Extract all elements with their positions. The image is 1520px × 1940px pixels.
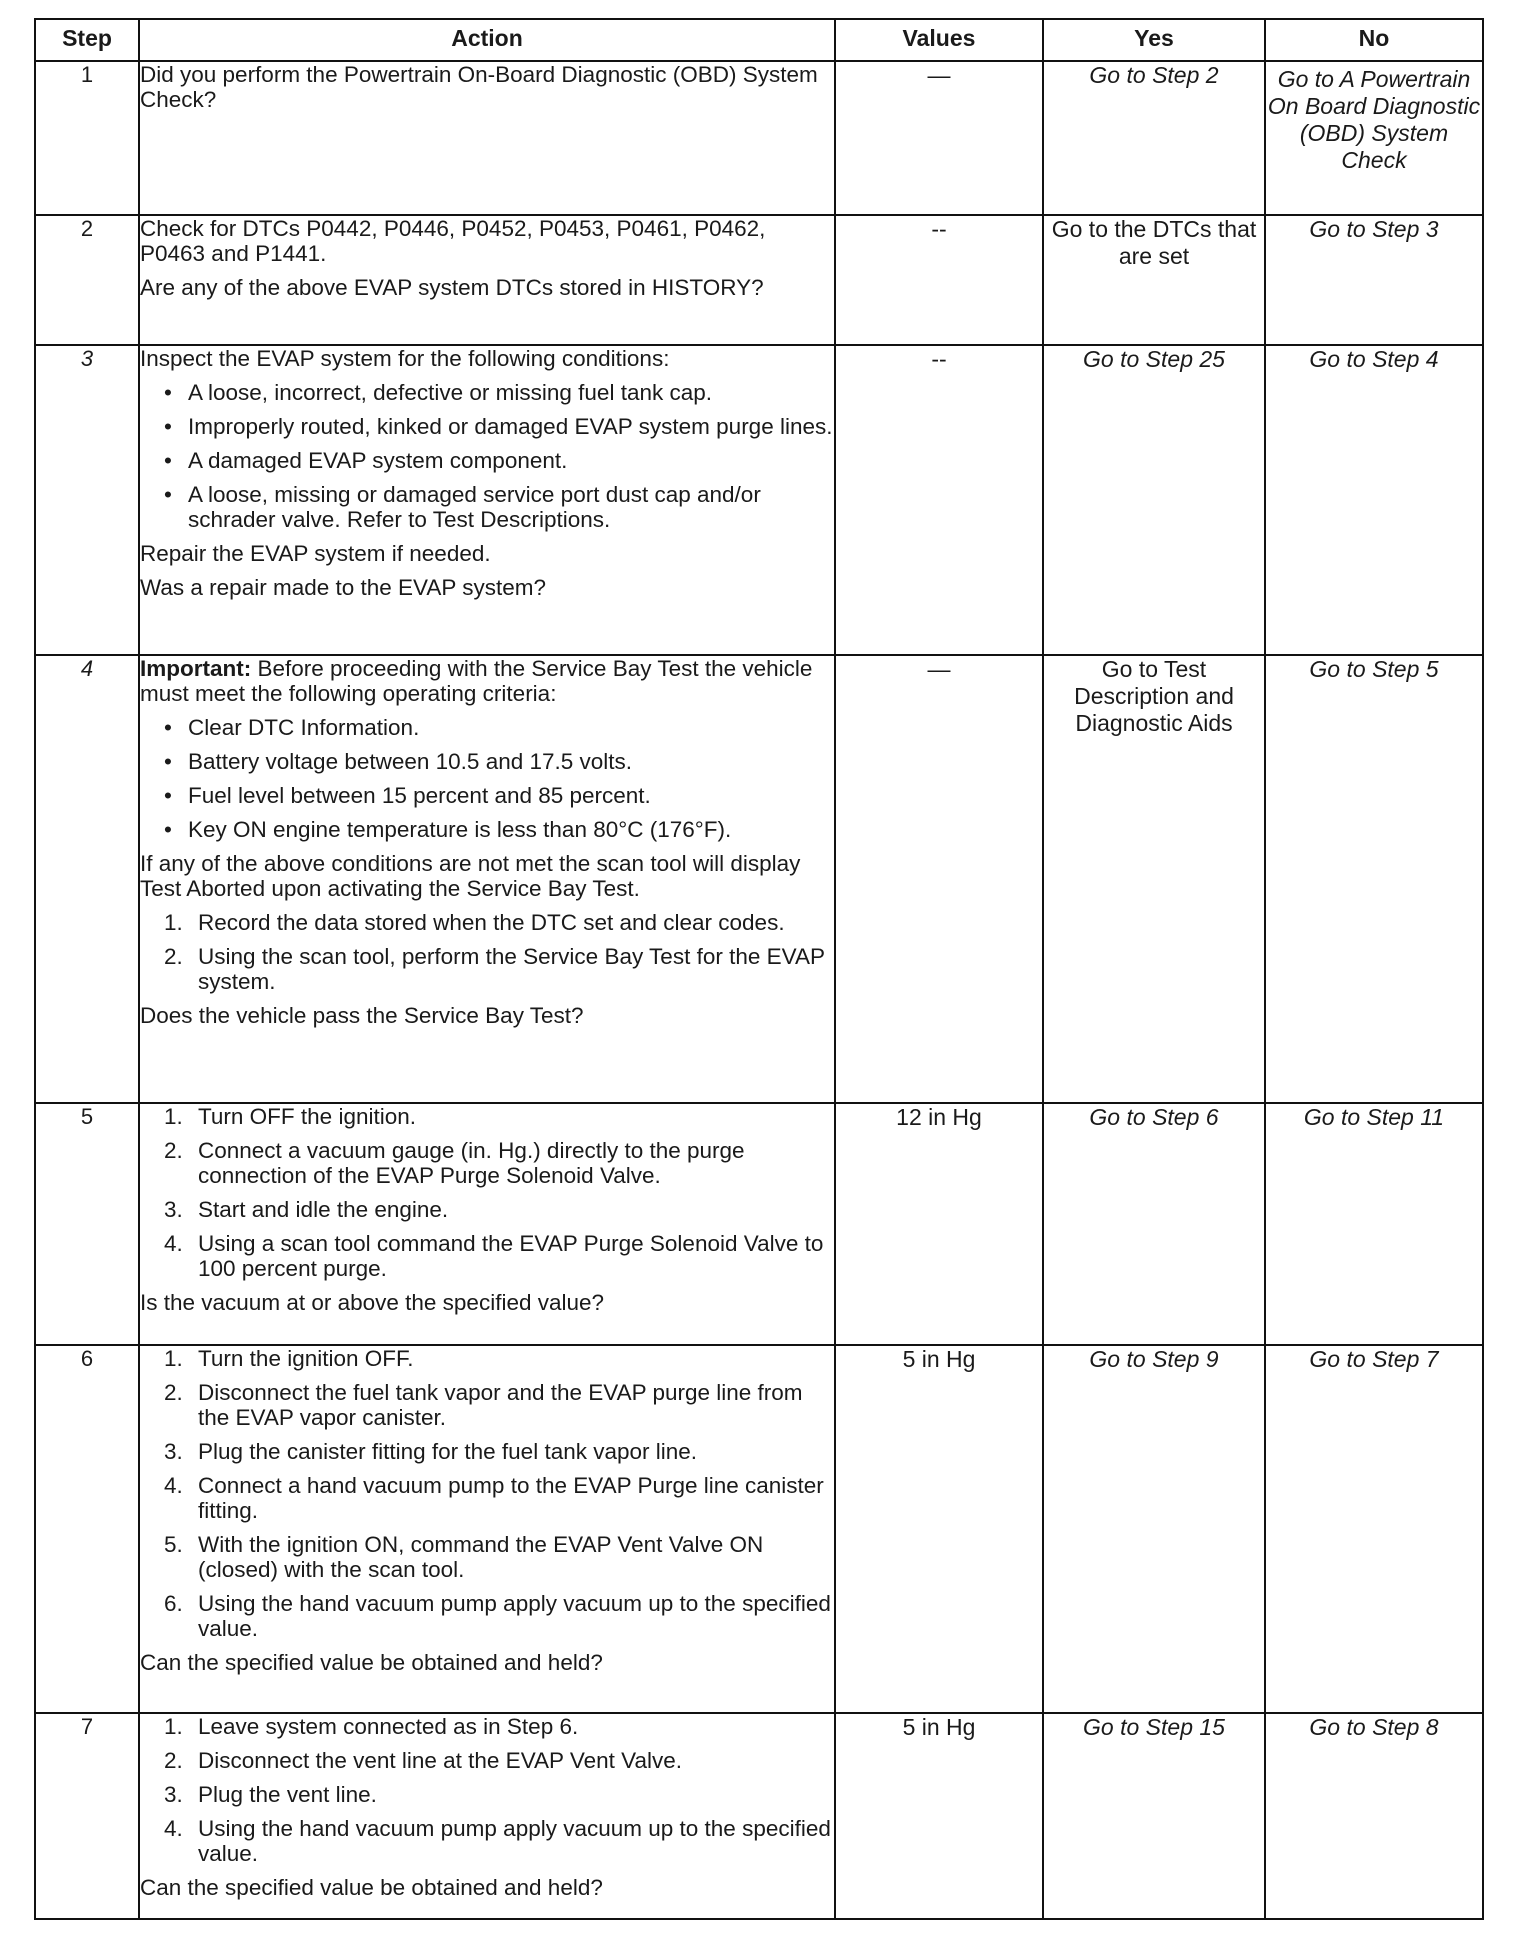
bullet-item: • Battery voltage between 10.5 and 17.5 volts. (140, 749, 834, 774)
item-number: 2. (164, 1748, 183, 1773)
numbered-item (140, 1591, 834, 1641)
item-text: Leave system connected as in Step 6. (198, 1714, 579, 1739)
yes-cell: Go to Test Description and Diagnostic Aids (1043, 655, 1265, 1103)
numbered-item (140, 1782, 834, 1807)
header-step: Step (35, 19, 139, 61)
action-cell (139, 1345, 835, 1713)
action-text: Can the specified value be obtained and held? (140, 1875, 603, 1900)
item-number: 4. (164, 1473, 183, 1498)
numbered-item (140, 1748, 834, 1773)
action-cell (139, 61, 835, 215)
item-number: 3. (164, 1439, 183, 1464)
table-row (35, 1713, 1483, 1919)
header-action: Action (139, 19, 835, 61)
important-note (140, 656, 834, 706)
table-row (35, 345, 1483, 655)
item-number: 1. (164, 1714, 183, 1739)
no-cell: Go to Step 3 (1265, 215, 1483, 345)
no-cell: Go to Step 8 (1265, 1713, 1483, 1919)
item-number: 3. (164, 1197, 183, 1222)
table-row (35, 215, 1483, 345)
bullet-item: • A loose, incorrect, defective or missing fuel tank cap. (140, 380, 834, 405)
action-text: Does the vehicle pass the Service Bay Test? (140, 1003, 584, 1028)
numbered-item (140, 944, 834, 994)
action-cell (139, 1713, 835, 1919)
item-number: 1. (164, 910, 183, 935)
action-text: Was a repair made to the EVAP system? (140, 575, 547, 600)
numbered-item (140, 1104, 834, 1129)
item-number: 1. (164, 1346, 183, 1371)
item-number: 4. (164, 1816, 183, 1841)
item-text: Connect a vacuum gauge (in. Hg.) directly to the purge connection of the EVAP Purge Solenoid Valve. (198, 1138, 745, 1188)
no-cell: Go to Step 7 (1265, 1345, 1483, 1713)
yes-cell: Go to Step 15 (1043, 1713, 1265, 1919)
value-cell: 5 in Hg (835, 1345, 1043, 1713)
bullet-item: • Improperly routed, kinked or damaged EVAP system purge lines. (140, 414, 834, 439)
item-text: Plug the canister fitting for the fuel tank vapor line. (198, 1439, 698, 1464)
bullet-item: • Clear DTC Information. (140, 715, 834, 740)
action-cell (139, 345, 835, 655)
header-no: No (1265, 19, 1483, 61)
item-text: Using a scan tool command the EVAP Purge Solenoid Valve to 100 percent purge. (198, 1231, 824, 1281)
item-number: 3. (164, 1782, 183, 1807)
item-text: Start and idle the engine. (198, 1197, 449, 1222)
numbered-item (140, 1138, 834, 1188)
item-text: Turn OFF the ignition. (198, 1104, 417, 1129)
yes-cell: Go to the DTCs that are set (1043, 215, 1265, 345)
value-cell: 5 in Hg (835, 1713, 1043, 1919)
step-number: 4 (35, 655, 139, 1103)
value-cell: -- (835, 345, 1043, 655)
action-text: Repair the EVAP system if needed. (140, 541, 491, 566)
numbered-item (140, 1816, 834, 1866)
step-number: 7 (35, 1713, 139, 1919)
item-number: 2. (164, 1380, 183, 1405)
item-text: Using the hand vacuum pump apply vacuum up to the specified value. (198, 1591, 831, 1641)
action-text: Can the specified value be obtained and held? (140, 1650, 603, 1675)
no-cell: Go to Step 5 (1265, 655, 1483, 1103)
table-row (35, 1103, 1483, 1345)
diagnostic-table (34, 18, 1484, 1920)
table-row (35, 61, 1483, 215)
item-text: Plug the vent line. (198, 1782, 377, 1807)
yes-cell: Go to Step 2 (1043, 61, 1265, 215)
action-text: If any of the above conditions are not met the scan tool will display Test Aborted upon activating the Service Bay Test. (140, 851, 801, 901)
header-row (35, 19, 1483, 61)
bullet-item: • A damaged EVAP system component. (140, 448, 834, 473)
item-text: Disconnect the fuel tank vapor and the EVAP purge line from the EVAP vapor canister. (198, 1380, 803, 1430)
action-text: Is the vacuum at or above the specified value? (140, 1290, 605, 1315)
yes-cell: Go to Step 25 (1043, 345, 1265, 655)
yes-cell: Go to Step 9 (1043, 1345, 1265, 1713)
numbered-item (140, 1714, 834, 1739)
step-number: 1 (35, 61, 139, 215)
action-cell (139, 215, 835, 345)
table-row (35, 655, 1483, 1103)
value-cell: -- (835, 215, 1043, 345)
action-cell (139, 655, 835, 1103)
action-text: Check for DTCs P0442, P0446, P0452, P0453, P0461, P0462, P0463 and P1441. (140, 216, 766, 266)
numbered-item (140, 1532, 834, 1582)
step-number: 3 (35, 345, 139, 655)
value-cell: 12 in Hg (835, 1103, 1043, 1345)
step-number: 5 (35, 1103, 139, 1345)
item-number: 2. (164, 944, 183, 969)
bullet-item: • Fuel level between 15 percent and 85 percent. (140, 783, 834, 808)
numbered-item (140, 1439, 834, 1464)
no-cell: Go to Step 11 (1265, 1103, 1483, 1345)
important-text: Before proceeding with the Service Bay Test the vehicle must meet the following operating criteria: (140, 656, 813, 706)
action-cell (139, 1103, 835, 1345)
item-text: Record the data stored when the DTC set and clear codes. (198, 910, 785, 935)
header-yes: Yes (1043, 19, 1265, 61)
value-cell: — (835, 655, 1043, 1103)
action-text: Are any of the above EVAP system DTCs stored in HISTORY? (140, 275, 764, 300)
item-text: Connect a hand vacuum pump to the EVAP Purge line canister fitting. (198, 1473, 824, 1523)
item-number: 4. (164, 1231, 183, 1256)
action-text: Did you perform the Powertrain On-Board Diagnostic (OBD) System Check? (140, 62, 818, 112)
item-text: Using the hand vacuum pump apply vacuum up to the specified value. (198, 1816, 831, 1866)
item-text: Turn the ignition OFF. (198, 1346, 414, 1371)
item-number: 5. (164, 1532, 183, 1557)
yes-cell: Go to Step 6 (1043, 1103, 1265, 1345)
item-number: 6. (164, 1591, 183, 1616)
bullet-item: • Key ON engine temperature is less than 80°C (176°F). (140, 817, 834, 842)
table-row (35, 1345, 1483, 1713)
value-cell: — (835, 61, 1043, 215)
item-number: 2. (164, 1138, 183, 1163)
action-text: Inspect the EVAP system for the following conditions: (140, 346, 670, 371)
numbered-item (140, 1197, 834, 1222)
step-number: 6 (35, 1345, 139, 1713)
item-text: Using the scan tool, perform the Service Bay Test for the EVAP system. (198, 944, 825, 994)
no-cell: Go to A Powertrain On Board Diagnostic (OBD) System Check (1265, 61, 1483, 215)
item-text: With the ignition ON, command the EVAP Vent Valve ON (closed) with the scan tool. (198, 1532, 764, 1582)
header-values: Values (835, 19, 1043, 61)
item-number: 1. (164, 1104, 183, 1129)
important-label: Important: (140, 656, 252, 681)
numbered-item (140, 1231, 834, 1281)
numbered-item (140, 910, 834, 935)
numbered-item (140, 1380, 834, 1430)
item-text: Disconnect the vent line at the EVAP Vent Valve. (198, 1748, 683, 1773)
no-cell: Go to Step 4 (1265, 345, 1483, 655)
numbered-item (140, 1346, 834, 1371)
numbered-item (140, 1473, 834, 1523)
bullet-item: • A loose, missing or damaged service port dust cap and/or schrader valve. Refer to Test Descriptions. (140, 482, 834, 532)
step-number: 2 (35, 215, 139, 345)
